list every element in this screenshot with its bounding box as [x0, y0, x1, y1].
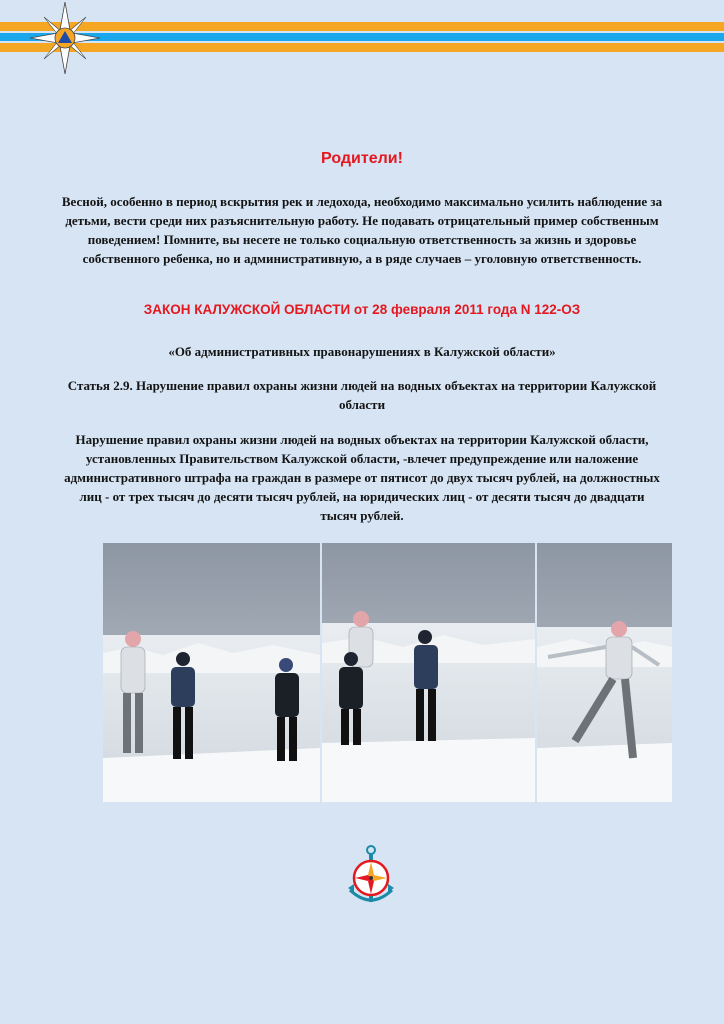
header-stripe-blue [0, 33, 724, 41]
law-title: ЗАКОН КАЛУЖСКОЙ ОБЛАСТИ от 28 февраля 2011 года N 122-ОЗ [143, 302, 581, 317]
article-title: Статья 2.9. Нарушение правил охраны жизни людей на водных объектах на территории Калужской области [67, 378, 657, 412]
photo-panel-1 [103, 543, 320, 802]
photo-panel-2 [322, 543, 535, 802]
header-stripe-orange-top [0, 22, 724, 31]
emercom-star-emblem-icon [30, 2, 100, 74]
law-subject: «Об административных правонарушениях в Калужской области» [168, 344, 556, 359]
page-heading: Родители! [321, 150, 403, 167]
penalty-paragraph: Нарушение правил охраны жизни людей на водных объектах на территории Калужской области, установленных Правительством Калужской области, -влечет предупреждение или наложение административного штрафа на граждан в размере от пятисот до двух тысяч рублей, на должностных лиц - от трех тысяч до десяти тысяч рублей, на юридических лиц - от десяти тысяч до двадцати тысяч рублей. [64, 432, 660, 523]
photo-collage [103, 543, 672, 802]
anchor-compass-icon [346, 844, 396, 910]
header-stripe-orange-bottom [0, 43, 724, 52]
intro-paragraph: Весной, особенно в период вскрытия рек и ледохода, необходимо максимально усилить наблюдение за детьми, вести среди них разъяснительную работу. Не подавать отрицательный пример собственным поведением! Помните, вы несете не только социальную ответственность за жизнь и здоровье собственного ребенка, но и административную, а в ряде случаев – уголовную ответственность. [61, 194, 663, 266]
photo-panel-3 [537, 543, 672, 802]
